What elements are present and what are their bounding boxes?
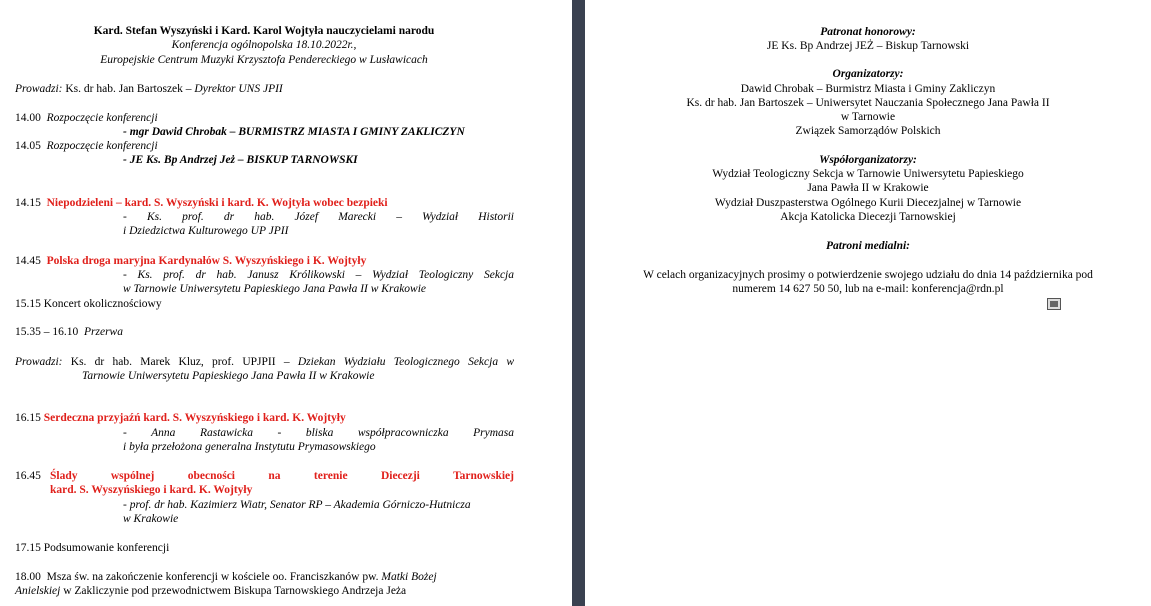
session-1645-title: Ślady wspólnej obecności na terenie Diecezji Tarnowskiej xyxy=(50,470,514,482)
organizers-heading: Organizatorzy: xyxy=(832,68,904,80)
organizer-2-cont: w Tarnowie xyxy=(840,111,896,123)
session-1645-speaker-cont: w Krakowie xyxy=(123,513,179,525)
session-1715: 17.15 Podsumowanie konferencji xyxy=(15,542,170,554)
session-1445: 14.45 Polska droga maryjna Kardynałów S. Wyszyńskiego i K. Wojtyły xyxy=(15,255,367,267)
coorganizer-1-cont: Jana Pawła II w Krakowie xyxy=(807,182,929,194)
organizer-1: Dawid Chrobak – Burmistrz Miasta i Gminy Zakliczyn xyxy=(740,83,996,95)
doc-venue: Europejskie Centrum Muzyki Krzysztofa Pendereckiego w Lusławicach xyxy=(100,54,428,66)
session-1615: 16.15 Serdeczna przyjaźń kard. S. Wyszyńskiego i kard. K. Wojtyły xyxy=(15,412,346,424)
organizer-3: Związek Samorządów Polskich xyxy=(795,125,941,137)
session-1800-cont: Anielskiej w Zakliczynie pod przewodnictwem Biskupa Tarnowskiego Andrzeja Jeża xyxy=(15,585,407,597)
moderator-2-cont: Tarnowie Uniwersytetu Papieskiego Jana Pawła II w Krakowie xyxy=(82,370,375,382)
session-1445-speaker: - Ks. prof. dr hab. Janusz Królikowski – Wydział Teologiczny Sekcja xyxy=(123,269,514,281)
coorganizer-3: Akcja Katolicka Diecezji Tarnowskiej xyxy=(780,211,956,223)
left-page xyxy=(0,0,572,606)
session-1535: 15.35 – 16.10 Przerwa xyxy=(15,326,123,338)
session-1645-speaker: - prof. dr hab. Kazimierz Wiatr, Senator RP – Akademia Górniczo-Hutnicza xyxy=(123,499,471,511)
session-1800: 18.00 Msza św. na zakończenie konferencji w kościele oo. Franciszkanów pw. Matki Bożej xyxy=(15,571,437,583)
session-1615-speaker-cont: i była przełożona generalna Instytutu Prymasowskiego xyxy=(123,441,376,453)
session-1445-speaker-cont: w Tarnowie Uniwersytetu Papieskiego Jana Pawła II w Krakowie xyxy=(123,283,427,295)
session-1415-speaker-cont: i Dziedzictwa Kulturowego UP JPII xyxy=(123,225,289,237)
coorganizers-heading: Współorganizatorzy: xyxy=(819,154,917,166)
session-1615-speaker: - Anna Rastawicka - bliska współpracowniczka Prymasa xyxy=(123,427,514,439)
session-1645-time: 16.45 xyxy=(15,470,41,482)
moderator-2: Prowadzi: Ks. dr hab. Marek Kluz, prof. UPJPII – Dziekan Wydziału Teologicznego Sekcja w xyxy=(15,356,515,368)
contact-text-cont: numerem 14 627 50 50, lub na e-mail: konferencja@rdn.pl xyxy=(732,283,1004,295)
organizer-2: Ks. dr hab. Jan Bartoszek – Uniwersytet Nauczania Społecznego Jana Pawła II xyxy=(686,97,1050,109)
patronat-heading: Patronat honorowy: xyxy=(820,26,916,38)
moderator-1: Prowadzi: Ks. dr hab. Jan Bartoszek – Dyrektor UNS JPII xyxy=(15,83,283,95)
session-1405: 14.05 Rozpoczęcie konferencji xyxy=(15,140,158,152)
embedded-object-icon xyxy=(1047,298,1061,310)
doc-subtitle: Konferencja ogólnopolska 18.10.2022r., xyxy=(171,39,357,51)
coorganizer-1: Wydział Teologiczny Sekcja w Tarnowie Uniwersytetu Papieskiego xyxy=(712,168,1024,180)
session-1645-title-cont: kard. S. Wyszyńskiego i kard. K. Wojtyły xyxy=(50,484,253,496)
contact-text: W celach organizacyjnych prosimy o potwierdzenie swojego udziału do dnia 14 października pod xyxy=(643,269,1093,281)
session-1515: 15.15 Koncert okolicznościowy xyxy=(15,298,162,310)
session-1415: 14.15 Niepodzieleni – kard. S. Wyszyński i kard. K. Wojtyła wobec bezpieki xyxy=(15,197,388,209)
right-page xyxy=(585,0,1151,606)
session-1400-speaker: - mgr Dawid Chrobak – BURMISTRZ MIASTA I GMINY ZAKLICZYN xyxy=(123,126,465,138)
session-1415-speaker: - Ks. prof. dr hab. Józef Marecki – Wydział Historii xyxy=(123,211,514,223)
media-patrons-heading: Patroni medialni: xyxy=(825,240,911,252)
doc-title: Kard. Stefan Wyszyński i Kard. Karol Wojtyła nauczycielami narodu xyxy=(93,25,435,37)
coorganizer-2: Wydział Duszpasterstwa Ogólnego Kurii Diecezjalnej w Tarnowie xyxy=(714,197,1022,209)
session-1405-speaker: - JE Ks. Bp Andrzej Jeż – BISKUP TARNOWSKI xyxy=(123,154,358,166)
patronat-text: JE Ks. Bp Andrzej JEŻ – Biskup Tarnowski xyxy=(766,40,970,52)
session-1400: 14.00 Rozpoczęcie konferencji xyxy=(15,112,158,124)
page-divider xyxy=(572,0,585,606)
